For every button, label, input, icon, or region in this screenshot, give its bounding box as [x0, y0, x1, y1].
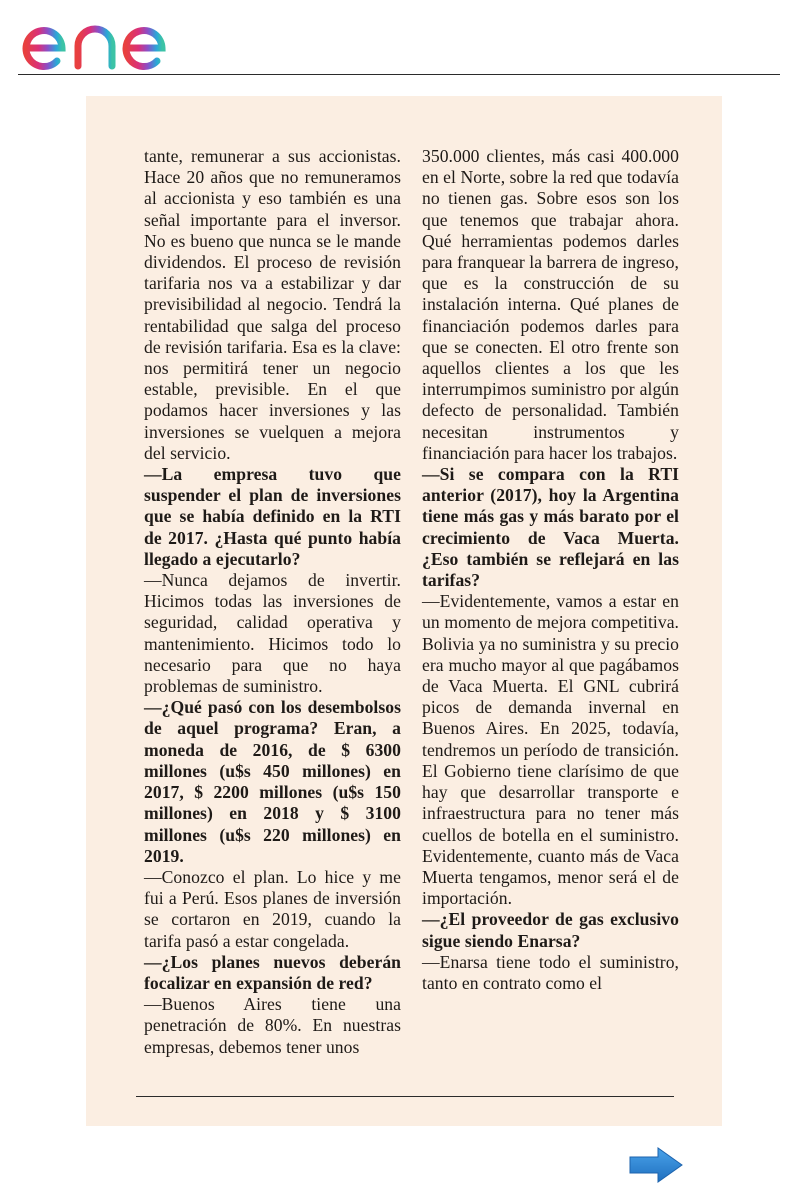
- question-paragraph: —¿El proveedor de gas exclusivo sigue siendo Enarsa?: [422, 909, 679, 951]
- answer-paragraph: —Enarsa tiene todo el suministro, tanto en contrato como el: [422, 951, 679, 993]
- article-column-left: [144, 146, 401, 1058]
- answer-paragraph: —Nunca dejamos de invertir. Hicimos todas las inversiones de seguridad, calidad operativa y mantenimiento. Hicimos todo lo necesario para que no haya problemas de suministro.: [144, 570, 401, 697]
- answer-paragraph: —Conozco el plan. Lo hice y me fui a Perú. Esos planes de inversión se cortaron en 2019, cuando la tarifa pasó a estar congelada.: [144, 866, 401, 951]
- header-divider: [18, 74, 780, 75]
- next-page-arrow-icon[interactable]: [628, 1146, 684, 1184]
- question-paragraph: —Si se compara con la RTI anterior (2017), hoy la Argentina tiene más gas y más barato por el crecimiento de Vaca Muerta. ¿Eso también se reflejará en las tarifas?: [422, 464, 679, 591]
- answer-paragraph: 350.000 clientes, más casi 400.000 en el Norte, sobre la red que todavía no tienen gas. Sobre esos son los que tenemos que trabajar ahora. Qué herramientas podemos darles para franquear la barrera de ingreso, que es la construcción de su instalación interna. Qué planes de financiación podemos darles para que se conecten. El otro frente son aquellos clientes a los que les interrumpimos suministro por algún defecto de personalidad. También necesitan instrumentos y financiación para hacer los trabajos.: [422, 146, 679, 463]
- answer-paragraph: —Evidentemente, vamos a estar en un momento de mejora competitiva. Bolivia ya no suministra y su precio era mucho mayor al que pagábamos de Vaca Muerta. El GNL cubrirá picos de demanda invernal en Buenos Aires. En 2025, todavía, tendremos un período de transición. El Gobierno tiene clarísimo de que hay que desarrollar transporte e infraestructura para no tener más cuellos de botella en el suministro. Evidentemente, cuanto más de Vaca Muerta tengamos, menor será el de importación.: [422, 591, 679, 909]
- answer-paragraph: —Buenos Aires tiene una penetración de 80%. En nuestras empresas, debemos tener unos: [144, 994, 401, 1057]
- article-page: [86, 96, 722, 1126]
- article-column-right: [422, 146, 679, 994]
- enel-logo: [14, 4, 194, 74]
- question-paragraph: —¿Los planes nuevos deberán focalizar en expansión de red?: [144, 951, 401, 993]
- answer-paragraph: tante, remunerar a sus accionistas. Hace 20 años que no remuneramos al accionista y eso también es una señal importante para el inversor. No es bueno que nunca se le mande dividendos. El proceso de revisión tarifaria nos va a estabilizar y dar previsibilidad al negocio. Tendrá la rentabilidad que salga del proceso de revisión tarifaria. Esa es la clave: nos permitirá tener un negocio estable, previsible. En el que podamos hacer inversiones y las inversiones se vuelquen a mejora del servicio.: [144, 146, 401, 463]
- question-paragraph: —¿Qué pasó con los desembolsos de aquel programa? Eran, a moneda de 2016, de $ 6300 millones (u$s 450 millones) en 2017, $ 2200 millones (u$s 150 millones) en 2018 y $ 3100 millones (u$s 220 millones) en 2019.: [144, 697, 401, 866]
- footer-divider: [136, 1096, 674, 1097]
- question-paragraph: —La empresa tuvo que suspender el plan de inversiones que se había definido en la RTI de 2017. ¿Hasta qué punto había llegado a ejecutarlo?: [144, 464, 401, 569]
